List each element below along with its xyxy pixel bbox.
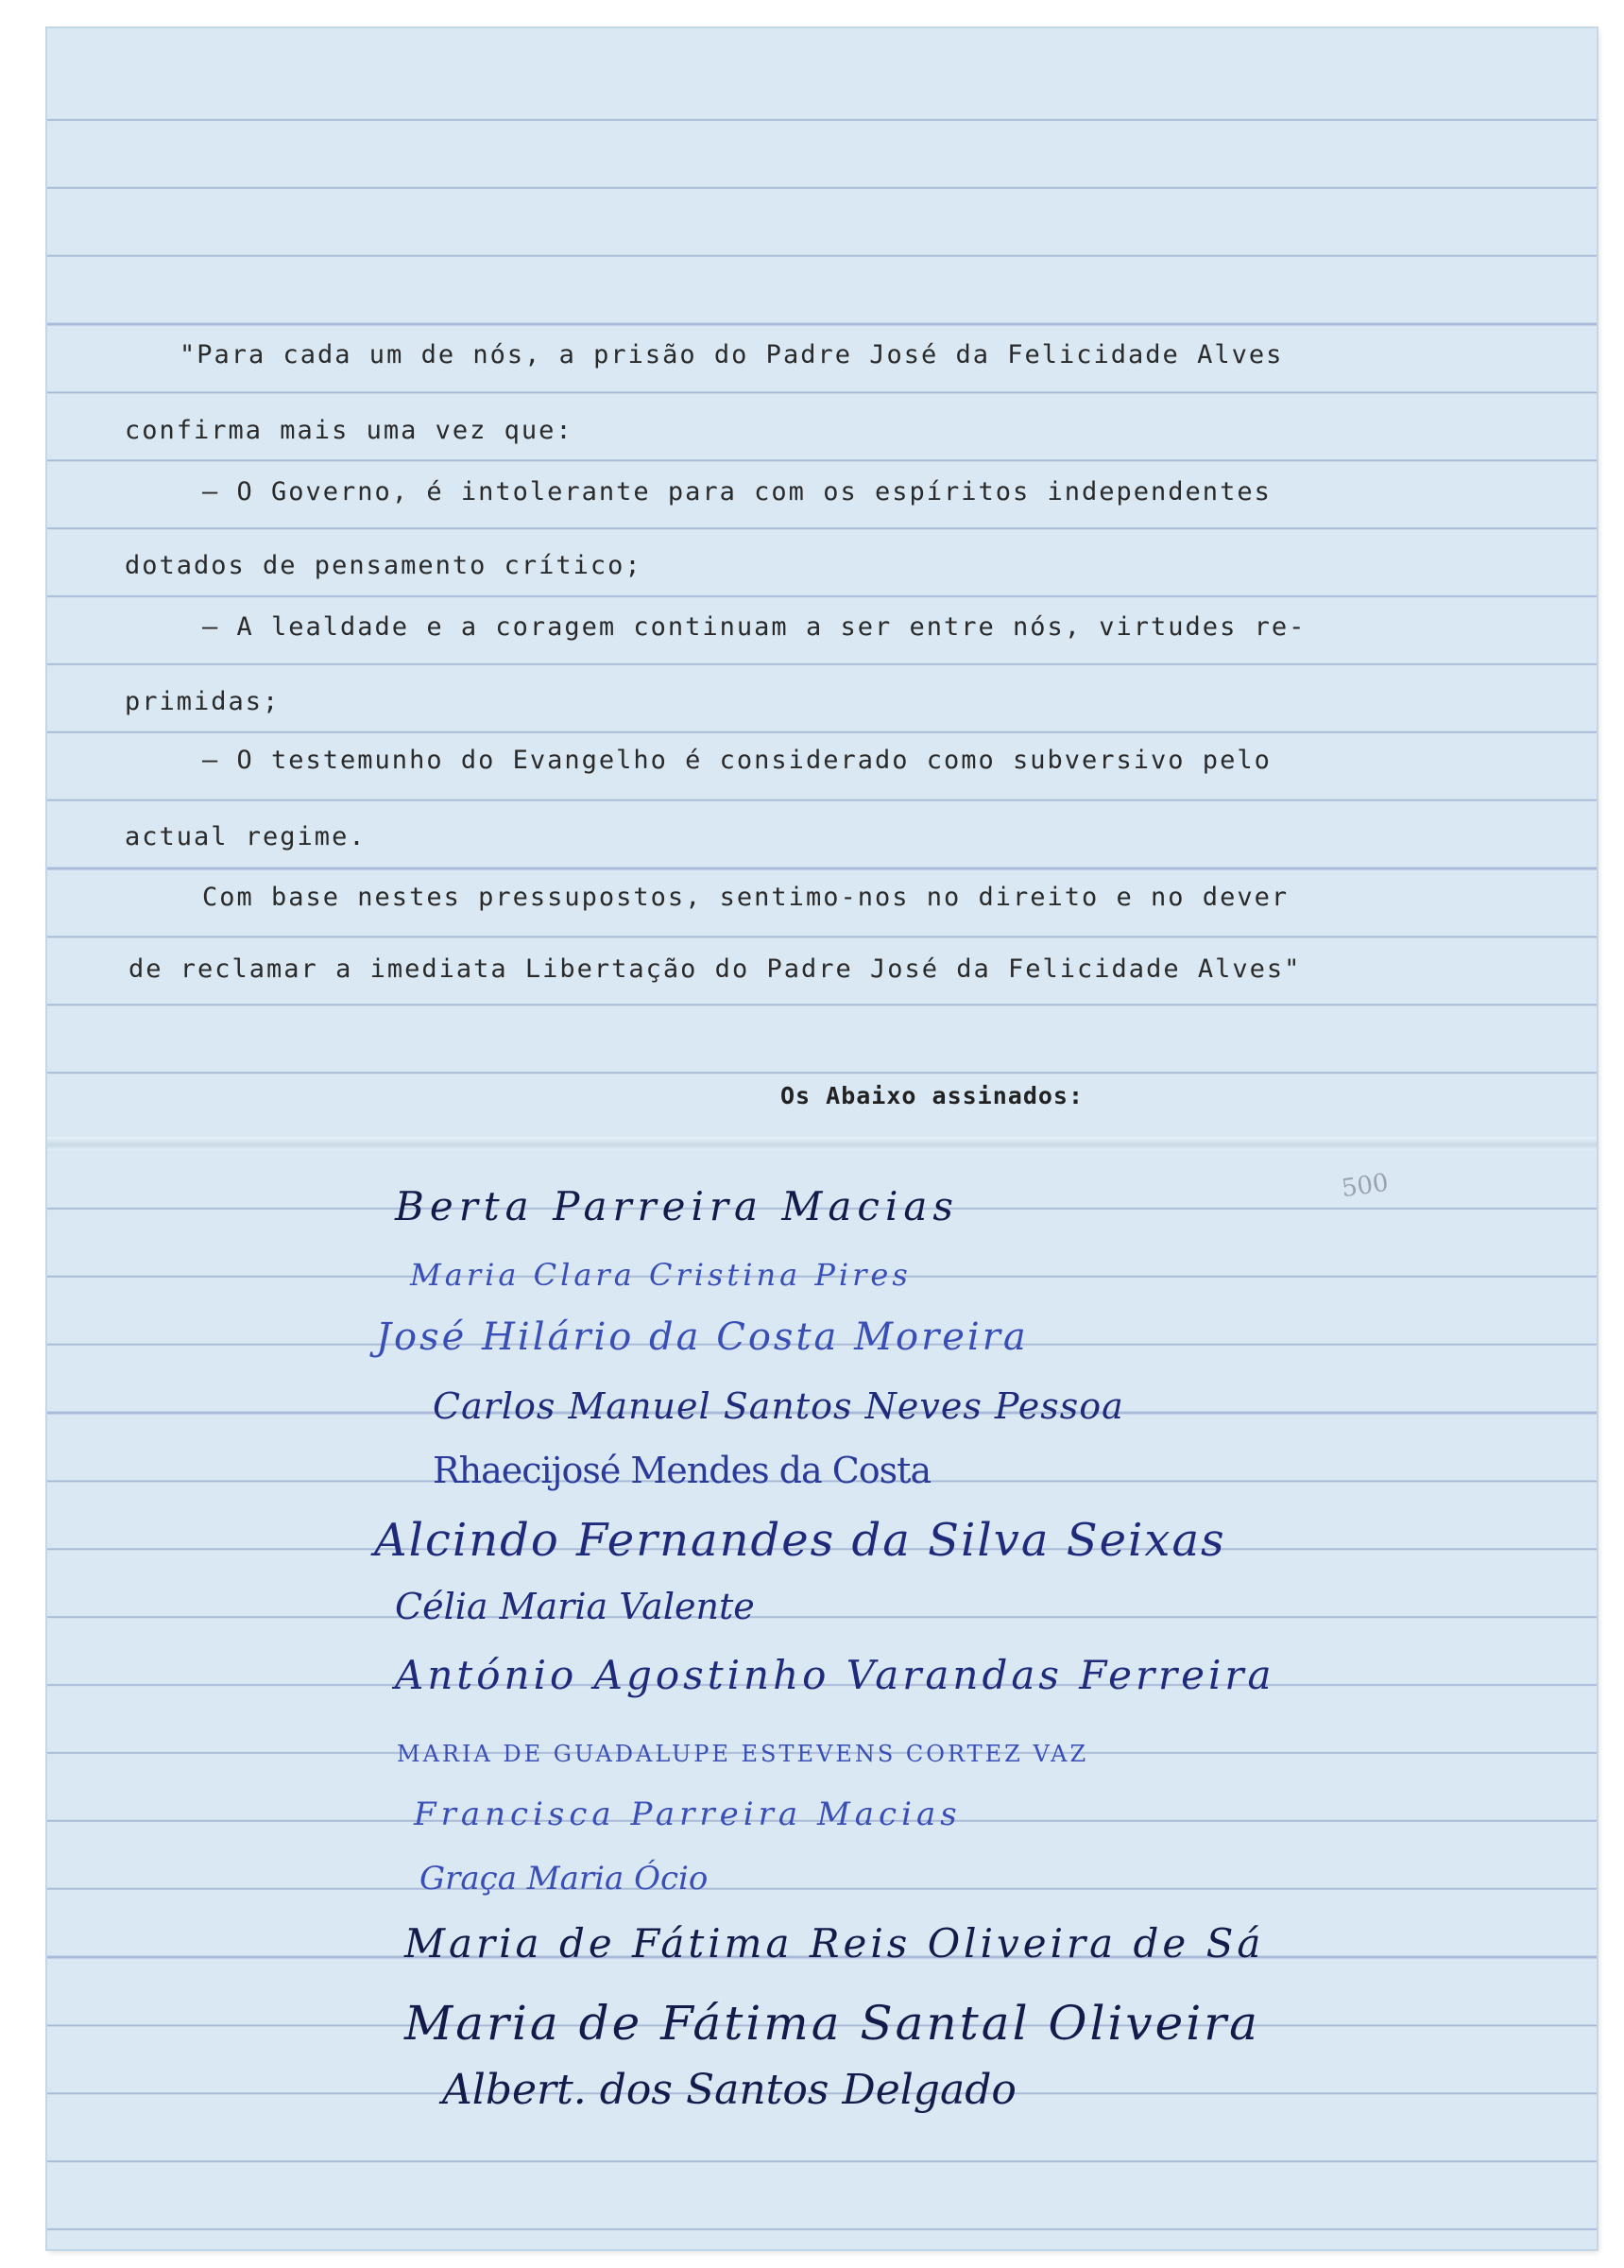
letter-line-2: confirma mais uma vez que: [125, 416, 573, 445]
letter-line-1: "Para cada um de nós, a prisão do Padre José da Felicidade Alves [179, 340, 1284, 369]
signature-12: Maria de Fátima Reis Oliveira de Sá [404, 1920, 1265, 1967]
signature-9: MARIA DE GUADALUPE ESTEVENS CORTEZ VAZ [397, 1741, 1089, 1767]
signature-10: Francisca Parreira Macias [414, 1796, 962, 1833]
signature-3: José Hilário da Costa Moreira [376, 1315, 1029, 1359]
signature-14: Albert. dos Santos Delgado [442, 2066, 1017, 2114]
signature-4: Carlos Manuel Santos Neves Pessoa [433, 1385, 1124, 1427]
signature-7: Célia Maria Valente [395, 1586, 755, 1627]
letter-line-8: actual regime. [125, 822, 367, 851]
letter-line-9: Com base nestes pressupostos, sentimo-nos no direito e no dever [202, 883, 1290, 912]
pencil-note: 500 [1340, 1168, 1391, 1204]
letter-line-5: — A lealdade e a coragem continuam a ser entre nós, virtudes re- [202, 612, 1307, 642]
letter-line-10: de reclamar a imediata Libertação do Padre José da Felicidade Alves" [128, 954, 1302, 984]
signatories-heading: Os Abaixo assinados: [780, 1082, 1085, 1109]
letter-line-6: primidas; [125, 687, 281, 716]
signature-13: Maria de Fátima Santal Oliveira [404, 1996, 1260, 2051]
letter-line-7: — O testemunho do Evangelho é considerado como subversivo pelo [202, 746, 1272, 775]
paper-fold [47, 1137, 1597, 1150]
letter-line-4: dotados de pensamento crítico; [125, 551, 642, 580]
signature-1: Berta Parreira Macias [395, 1183, 959, 1229]
letter-line-3: — O Governo, é intolerante para com os espíritos independentes [202, 477, 1272, 507]
signature-8: António Agostinho Varandas Ferreira [395, 1652, 1275, 1698]
signature-6: Alcindo Fernandes da Silva Seixas [374, 1514, 1226, 1567]
signature-5: Rhaecijosé Mendes da Costa [433, 1450, 932, 1491]
signature-2: Maria Clara Cristina Pires [410, 1257, 912, 1293]
signature-11: Graça Maria Ócio [419, 1860, 709, 1898]
